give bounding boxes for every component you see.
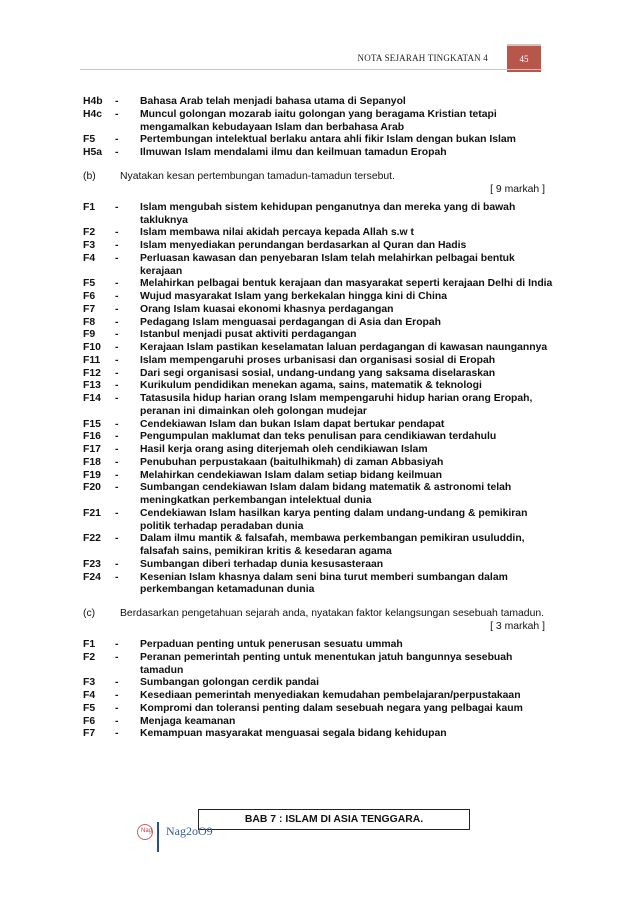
item-text: Kemampuan masyarakat menguasai segala bidang kehidupan [140,728,447,740]
item-text: Pengumpulan maklumat dan teks penulisan para cendikiawan terdahulu [140,431,497,443]
question-c [83,607,553,620]
item-text: Melahirkan pelbagai bentuk kerajaan dan masyarakat seperti kerajaan Delhi di India [140,278,553,290]
item-dash: - [115,96,119,107]
item-code: F13 [83,380,101,392]
item-dash: - [115,571,119,583]
item-code: F7 [83,728,96,740]
item-text: Perluasan kawasan dan penyebaran Islam telah melahirkan pelbagai bentuk kerajaan [140,252,515,277]
item-code: F2 [83,227,96,239]
item-text: Islam menyediakan perundangan berdasarkan al Quran dan Hadis [140,240,467,251]
list-item [83,652,553,678]
item-text: Wujud masyarakat Islam yang berkekalan hingga kini di China [140,291,448,302]
item-text: Dalam ilmu mantik & falsafah, membawa perkembangan pemikiran usuluddin, falsafah sains, pemikiran kritis & kesedaran agama [140,533,525,557]
item-text: Islam membawa nilai akidah percaya kepada Allah s.w t [140,227,414,239]
list-item [83,134,553,147]
item-dash: - [115,354,119,366]
item-dash: - [115,651,119,663]
list-item [83,227,553,240]
item-text: Sumbangan diberi terhadap dunia kesusasteraan [140,558,384,570]
item-text: Melahirkan cendekiawan Islam dalam setiap bidang keilmuan [140,469,443,481]
item-dash: - [115,147,119,158]
question-b-label: (b) [83,170,96,182]
item-dash: - [115,329,119,341]
item-code: F1 [83,201,96,213]
header-title: NOTA SEJARAH TINGKATAN 4 [357,53,488,63]
list-group-b [83,202,553,597]
item-dash: - [115,367,119,379]
list-item [83,444,553,457]
list-item [83,572,553,598]
item-code: F18 [83,456,101,468]
item-dash: - [115,728,119,740]
item-code: F9 [83,329,96,341]
item-dash: - [115,393,119,404]
item-dash: - [115,418,119,430]
list-item [83,342,553,355]
item-dash: - [115,456,119,468]
list-item [83,291,553,304]
list-item [83,278,553,291]
item-code: F4 [83,690,96,701]
list-item [83,703,553,716]
item-code: F24 [83,571,101,583]
header-rule [80,69,542,70]
item-code: F5 [83,702,96,714]
item-text: Dari segi organisasi sosial, undang-undang yang saksama diselaraskan [140,367,496,379]
item-dash: - [115,380,119,392]
question-b-marks: [ 9 markah ] [490,183,545,195]
item-code: F15 [83,418,101,430]
list-item [83,109,553,135]
item-code: F6 [83,291,96,302]
item-code: H4b [83,96,103,107]
item-dash: - [115,108,119,120]
item-dash: - [115,431,119,443]
item-text: Istanbul menjadi pusat aktiviti perdagangan [140,329,357,341]
item-dash: - [115,690,119,701]
list-item [83,716,553,729]
list-item [83,639,553,652]
item-code: F3 [83,677,96,689]
item-code: F8 [83,316,96,328]
item-code: F19 [83,469,101,481]
item-dash: - [115,201,119,213]
item-text: Orang Islam kuasai ekonomi khasnya perdagangan [140,303,394,315]
item-dash: - [115,252,119,264]
item-dash: - [115,507,119,519]
list-item [83,96,553,109]
item-dash: - [115,240,119,251]
author-logo-text: Nag [141,828,153,834]
item-text: Kesediaan pemerintah menyediakan kemudahan pembelajaran/perpustakaan [140,690,521,701]
list-item [83,393,553,419]
item-text: Hasil kerja orang asing diterjemah oleh cendikiawan Islam [140,444,428,455]
item-dash: - [115,702,119,714]
item-text: Penubuhan perpustakaan (baitulhikmah) di zaman Abbasiyah [140,456,444,468]
item-dash: - [115,558,119,570]
item-dash: - [115,291,119,302]
item-text: Cendekiawan Islam dan bukan Islam dapat bertukar pendapat [140,418,445,430]
item-text: Pertembungan intelektual berlaku antara ahli fikir Islam dengan bukan Islam [140,134,516,146]
author-logo-icon [137,824,153,840]
list-item [83,728,553,741]
list-group-a [83,96,553,160]
item-code: F11 [83,354,101,366]
item-code: F1 [83,639,96,650]
item-text: Islam mempengaruhi proses urbanisasi dan organisasi sosial di Eropah [140,354,496,366]
item-code: H4c [83,108,103,120]
item-text: Cendekiawan Islam hasilkan karya penting dalam undang-undang & pemikiran politik terhadap peradaban dunia [140,507,528,532]
item-text: Bahasa Arab telah menjadi bahasa utama di Sepanyol [140,96,406,107]
item-code: H5a [83,147,103,158]
item-code: F7 [83,303,96,315]
item-dash: - [115,715,119,727]
notes-content [83,96,553,741]
item-text: Pedagang Islam menguasai perdagangan di Asia dan Eropah [140,316,442,328]
list-item [83,677,553,690]
item-dash: - [115,342,119,353]
list-item [83,253,553,279]
item-dash: - [115,444,119,455]
list-item [83,240,553,253]
item-code: F3 [83,240,96,251]
item-dash: - [115,134,119,146]
item-dash: - [115,227,119,239]
list-item [83,304,553,317]
item-dash: - [115,316,119,328]
item-code: F16 [83,431,101,443]
item-dash: - [115,639,119,650]
list-item [83,419,553,432]
item-dash: - [115,533,119,545]
item-dash: - [115,278,119,290]
list-item [83,482,553,508]
question-c-marks: [ 3 markah ] [490,621,545,632]
item-code: F5 [83,278,96,290]
question-b-text: Nyatakan kesan pertembungan tamadun-tamadun tersebut. [120,170,395,182]
list-item [83,533,553,559]
item-dash: - [115,469,119,481]
item-code: F21 [83,507,101,519]
list-item [83,380,553,393]
list-item [83,559,553,572]
item-text: Islam mengubah sistem kehidupan penganutnya dan mereka yang di bawah takluknya [140,201,516,226]
item-dash: - [115,303,119,315]
item-text: Kesenian Islam khasnya dalam seni bina turut memberi sumbangan dalam perkembangan ketamadunan dunia [140,571,508,596]
item-code: F20 [83,482,101,494]
item-code: F6 [83,715,96,727]
item-text: Menjaga keamanan [140,715,236,727]
item-text: Perpaduan penting untuk penerusan sesuatu ummah [140,639,403,650]
item-text: Muncul golongan mozarab iaitu golongan yang beragama Kristian tetapi mengamalkan kebudayaan Islam dan berbahasa Arab [140,108,497,133]
list-group-c [83,639,553,741]
list-item [83,355,553,368]
list-item [83,690,553,703]
chapter-box: BAB 7 : ISLAM DI ASIA TENGGARA. [198,809,470,830]
item-text: Kerajaan Islam pastikan keselamatan laluan perdagangan di kawasan naungannya [140,342,548,353]
footer-divider [157,822,159,852]
item-text: Kompromi dan toleransi penting dalam sesebuah negara yang pelbagai kaum [140,702,523,714]
item-text: Kurikulum pendidikan menekan agama, sains, matematik & teknologi [140,380,482,392]
author-name: Nag2oO9 [166,824,213,838]
question-c-label: (c) [83,608,96,619]
item-code: F17 [83,444,101,455]
item-dash: - [115,677,119,689]
list-item [83,147,553,160]
item-text: Sumbangan golongan cerdik pandai [140,677,319,689]
item-code: F4 [83,252,96,264]
list-item [83,368,553,381]
page-number: 45 [507,44,541,72]
item-code: F12 [83,367,101,379]
question-c-text: Berdasarkan pengetahuan sejarah anda, nyatakan faktor kelangsungan sesebuah tamadun. [120,608,545,619]
item-code: F14 [83,393,101,404]
question-b [83,170,553,183]
list-item [83,202,553,228]
list-item [83,508,553,534]
item-text: Tatasusila hidup harian orang Islam mempengaruhi hidup harian orang Eropah, peranan ini dimainkan oleh golongan mudejar [140,393,533,417]
item-text: Sumbangan cendekiawan Islam dalam bidang matematik & astronomi telah meningkatkan perkembangan intelektual dunia [140,482,512,506]
item-code: F10 [83,342,101,353]
item-code: F5 [83,134,96,146]
list-item [83,457,553,470]
item-text: Ilmuwan Islam mendalami ilmu dan keilmuan tamadun Eropah [140,147,447,158]
page-header [0,44,638,72]
list-item [83,329,553,342]
list-item [83,431,553,444]
list-item [83,317,553,330]
item-code: F23 [83,558,101,570]
item-code: F2 [83,651,96,663]
list-item [83,470,553,483]
item-text: Peranan pemerintah penting untuk menentukan jatuh bangunnya sesebuah tamadun [140,651,513,676]
item-dash: - [115,482,119,494]
item-code: F22 [83,533,101,545]
